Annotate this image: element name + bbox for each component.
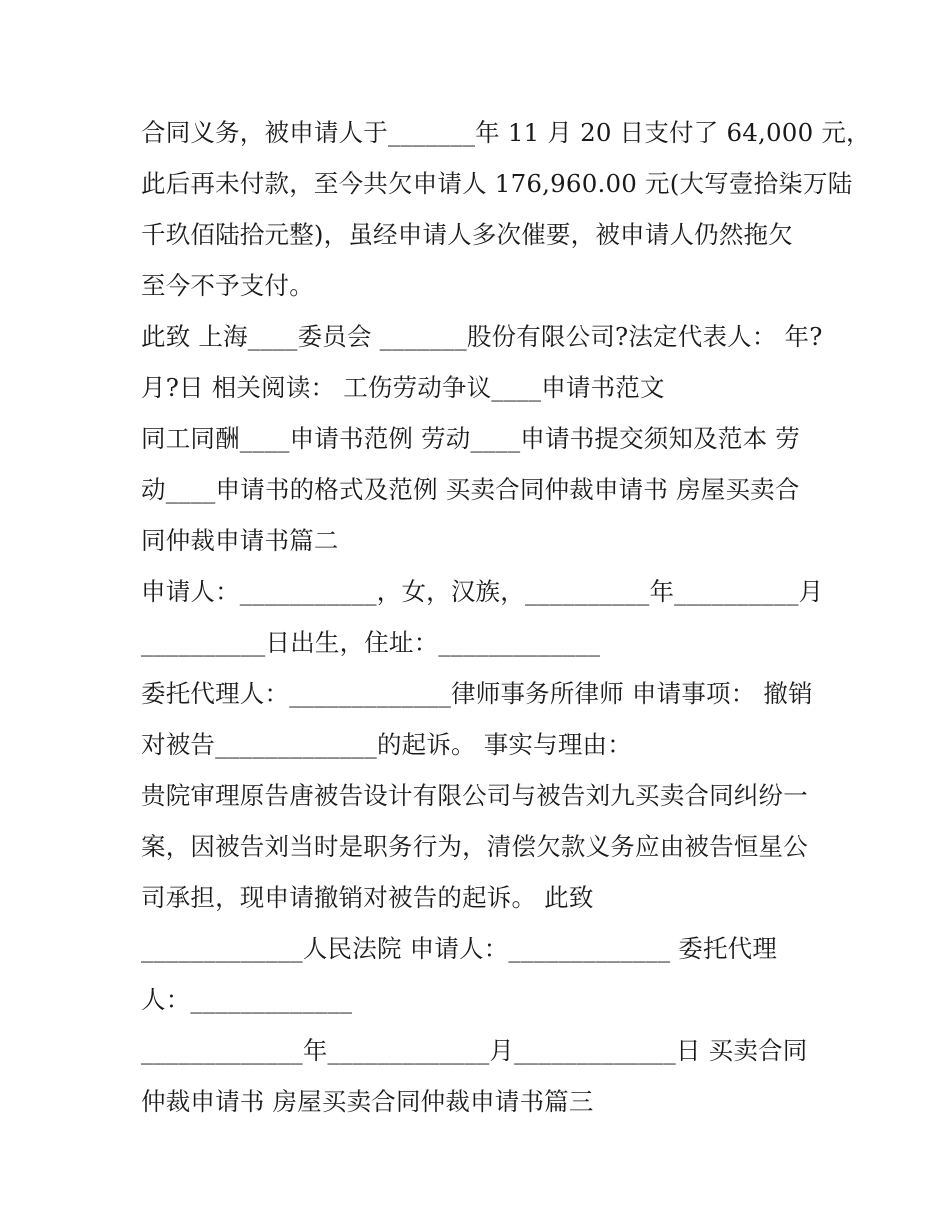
text-line: _____________年_____________月_____________日 买卖合同 xyxy=(141,1036,808,1065)
text-line: 贵院审理原告唐被告设计有限公司与被告刘九买卖合同纠纷一 xyxy=(141,781,808,810)
text-line: 月?日 相关阅读： 工伤劳动争议____申请书范文 xyxy=(141,373,665,402)
text-line: 对被告_____________的起诉。 事实与理由： xyxy=(141,730,632,759)
text-line: 委托代理人：_____________律师事务所律师 申请事项： 撤销 xyxy=(141,679,813,708)
text-line: _____________人民法院 申请人：_____________ 委托代理 xyxy=(141,934,778,963)
text-line: 合同义务，被申请人于_______年 11 月 20 日支付了 64,000 元， xyxy=(141,118,871,147)
text-line: 司承担，现申请撤销对被告的起诉。 此致 xyxy=(141,883,594,912)
text-line: 至今不予支付。 xyxy=(141,271,314,300)
document-body xyxy=(141,107,871,1127)
text-line: 动____申请书的格式及范例 买卖合同仲裁申请书 房屋买卖合 xyxy=(141,475,800,504)
text-line: 人：_____________ xyxy=(141,985,353,1014)
text-line: 同仲裁申请书篇二 xyxy=(141,526,339,555)
text-line: 仲裁申请书 房屋买卖合同仲裁申请书篇三 xyxy=(141,1087,594,1116)
text-line: 同工同酬____申请书范例 劳动____申请书提交须知及范本 劳 xyxy=(141,424,800,453)
text-line: 此后再未付款，至今共欠申请人 176,960.00 元(大写壹拾柒万陆 xyxy=(141,169,853,198)
text-line: 案，因被告刘当时是职务行为，清偿欠款义务应由被告恒星公 xyxy=(141,832,808,861)
text-line: 此致 上海____委员会 _______股份有限公司?法定代表人： 年? xyxy=(141,322,823,351)
text-line: __________日出生，住址：_____________ xyxy=(141,628,601,657)
text-line: 申请人：___________，女，汉族，__________年__________月 xyxy=(141,577,824,606)
text-line: 千玖佰陆拾元整)，虽经申请人多次催要，被申请人仍然拖欠 xyxy=(141,220,793,249)
